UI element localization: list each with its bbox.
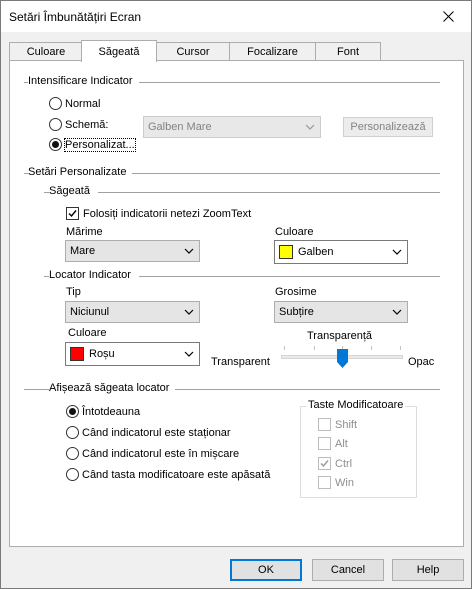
- modifier-shift[interactable]: Shift: [318, 418, 357, 431]
- tab-panel-arrow: [9, 60, 464, 547]
- locator-group-label: Locator Indicator: [49, 269, 139, 281]
- modifier-alt[interactable]: Alt: [318, 437, 348, 450]
- modifier-keys-label: Taste Modificatoare: [308, 399, 404, 411]
- custom-settings-label: Setări Personalizate: [28, 166, 132, 178]
- transparency-label: Transparență: [307, 330, 373, 342]
- radio-when-stationary[interactable]: Când indicatorul este staționar: [66, 426, 231, 439]
- slider-tick: [314, 346, 315, 350]
- chevron-down-icon: [184, 247, 194, 255]
- close-button[interactable]: [425, 1, 471, 32]
- chevron-down-icon: [305, 123, 315, 131]
- cancel-button[interactable]: Cancel: [312, 559, 384, 581]
- tab-color[interactable]: Culoare: [9, 42, 83, 61]
- chevron-down-icon: [184, 350, 194, 358]
- alt-checkbox[interactable]: [318, 437, 331, 450]
- show-locator-label: Afișează săgeata locator: [49, 382, 175, 394]
- opaque-label: Opac: [408, 356, 435, 368]
- checkmark-icon: [67, 208, 78, 219]
- radio-always[interactable]: Întotdeauna: [66, 405, 140, 418]
- thickness-dropdown[interactable]: Subțire: [274, 301, 408, 323]
- radio-always-control[interactable]: [66, 405, 79, 418]
- transparency-slider-thumb[interactable]: [337, 349, 348, 368]
- ok-button[interactable]: OK: [230, 559, 302, 581]
- window-title: Setări Îmbunătățiri Ecran: [9, 10, 142, 24]
- arrow-color-dropdown[interactable]: Galben: [274, 240, 408, 264]
- radio-custom[interactable]: Personalizat...: [49, 138, 135, 151]
- radio-when-stationary-control[interactable]: [66, 426, 79, 439]
- radio-scheme-control[interactable]: [49, 118, 62, 131]
- arrow-color-label: Culoare: [275, 226, 314, 238]
- thickness-label: Grosime: [275, 286, 317, 298]
- tab-focus[interactable]: Focalizare: [229, 42, 316, 61]
- win-checkbox[interactable]: [318, 476, 331, 489]
- chevron-down-icon: [392, 248, 402, 256]
- arrow-color-swatch: [279, 245, 293, 259]
- scheme-dropdown[interactable]: Galben Mare: [143, 116, 321, 138]
- type-label: Tip: [66, 286, 81, 298]
- checkmark-icon: [319, 458, 330, 469]
- tab-font[interactable]: Font: [315, 42, 381, 61]
- smooth-pointers-checkbox-row[interactable]: Folosiți indicatorii netezi ZoomText: [66, 207, 251, 220]
- radio-normal[interactable]: Normal: [49, 97, 100, 110]
- radio-when-modifier[interactable]: Când tasta modificatoare este apăsată: [66, 468, 270, 481]
- radio-when-modifier-control[interactable]: [66, 468, 79, 481]
- smooth-pointers-checkbox[interactable]: [66, 207, 79, 220]
- locator-type-dropdown[interactable]: Niciunul: [65, 301, 200, 323]
- radio-when-moving[interactable]: Când indicatorul este în mișcare: [66, 447, 239, 460]
- radio-normal-control[interactable]: [49, 97, 62, 110]
- ctrl-checkbox[interactable]: [318, 457, 331, 470]
- close-icon: [443, 11, 454, 22]
- size-label: Mărime: [66, 226, 103, 238]
- slider-tick: [284, 346, 285, 350]
- slider-tick: [371, 346, 372, 350]
- chevron-down-icon: [392, 308, 402, 316]
- slider-tick: [400, 346, 401, 350]
- help-button[interactable]: Help: [392, 559, 464, 581]
- divider: [44, 192, 440, 193]
- locator-color-swatch: [70, 347, 84, 361]
- radio-scheme[interactable]: Schemă:: [49, 118, 108, 131]
- transparent-label: Transparent: [211, 356, 270, 368]
- radio-when-moving-control[interactable]: [66, 447, 79, 460]
- chevron-down-icon: [184, 308, 194, 316]
- modifier-win[interactable]: Win: [318, 476, 354, 489]
- tab-cursor[interactable]: Cursor: [156, 42, 230, 61]
- locator-color-label: Culoare: [68, 327, 107, 339]
- modifier-ctrl[interactable]: Ctrl: [318, 457, 352, 470]
- locator-color-dropdown[interactable]: Roșu: [65, 342, 200, 366]
- title-bar: [1, 1, 471, 32]
- customize-button[interactable]: Personalizează: [343, 117, 433, 137]
- shift-checkbox[interactable]: [318, 418, 331, 431]
- radio-custom-control[interactable]: [49, 138, 62, 151]
- tab-strip: [9, 40, 465, 61]
- pointer-enhancement-label: Intensificare Indicator: [28, 75, 139, 87]
- tab-arrow[interactable]: Săgeată: [81, 40, 157, 62]
- size-dropdown[interactable]: Mare: [65, 240, 200, 262]
- arrow-group-label: Săgeată: [49, 185, 98, 197]
